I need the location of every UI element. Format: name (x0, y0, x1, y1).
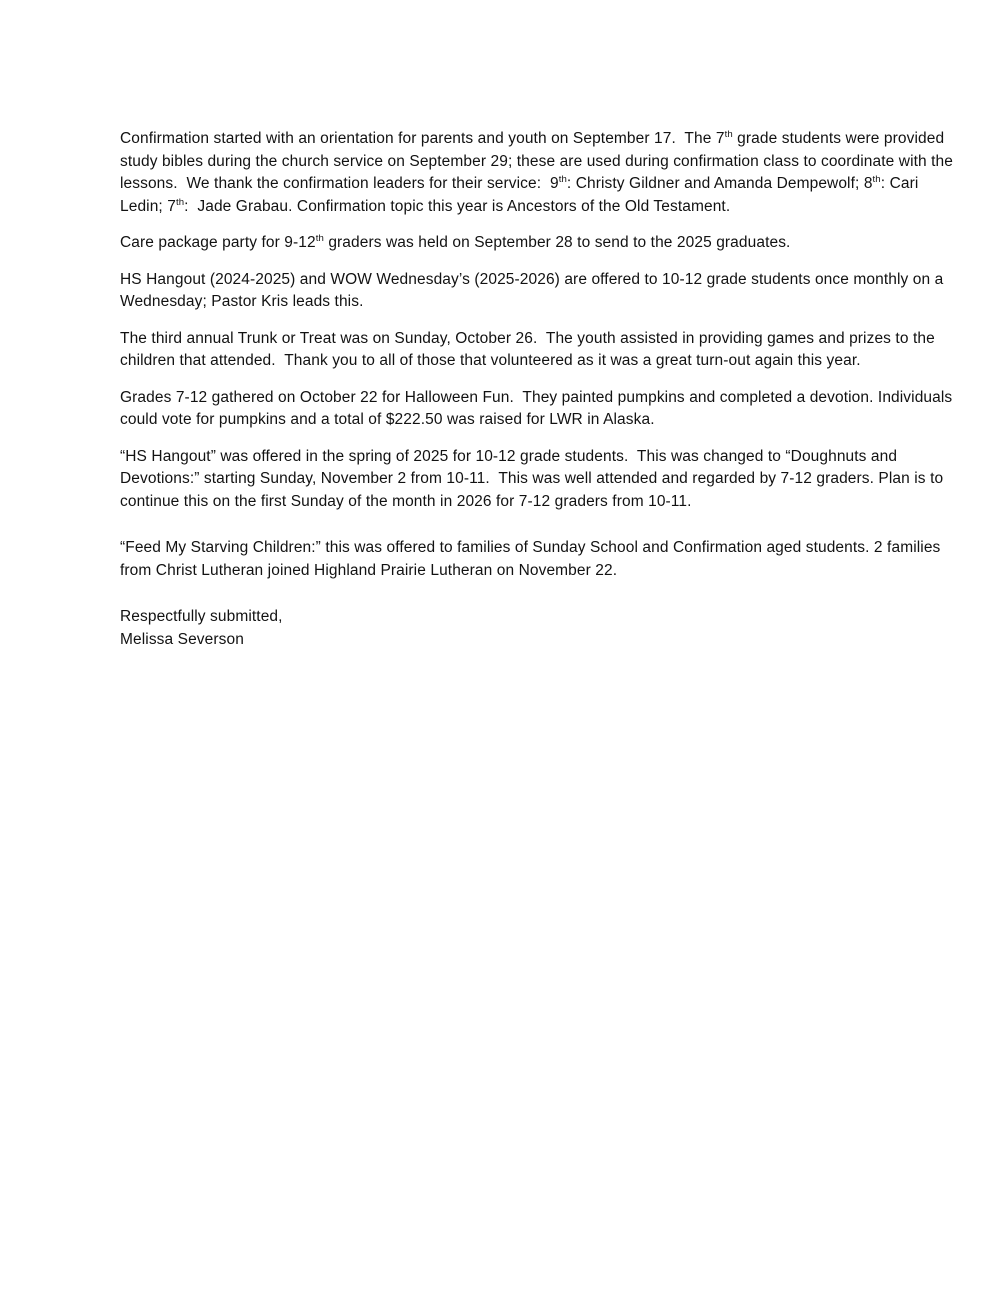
paragraph-text: graders was held on September 28 to send to the 2025 graduates. (323, 234, 791, 251)
document-body (120, 128, 965, 651)
ordinal-superscript: th (315, 232, 324, 244)
signoff-closing: Respectfully submitted, (120, 608, 283, 625)
paragraph-text: Grades 7-12 gathered on October 22 for Halloween Fun. They painted pumpkins and completed a devotion. Individuals could vote for pumpkins and a total of $222.50 was raised for LWR in Alaska. (120, 388, 957, 428)
paragraph-text: HS Hangout (2024-2025) and WOW Wednesday’s (2025-2026) are offered to 10-12 grade students once monthly on a Wednesday; Pastor Kris leads this. (120, 270, 948, 310)
paragraph (120, 446, 965, 514)
paragraph (120, 387, 965, 432)
paragraph-list (120, 128, 965, 582)
paragraph-text: : Cari Ledin; 7 (120, 175, 923, 215)
paragraph (120, 328, 965, 373)
ordinal-superscript: th (872, 173, 881, 185)
paragraph (120, 128, 965, 218)
ordinal-superscript: th (558, 173, 567, 185)
paragraph-text: : Jade Grabau. Confirmation topic this year is Ancestors of the Old Testament. (184, 197, 731, 215)
paragraph-text: : Christy Gildner and Amanda Dempewolf; 8 (566, 175, 873, 192)
paragraph-text: “HS Hangout” was offered in the spring of 2025 for 10-12 grade students. This was changed to “Doughnuts and Devotions:” starting Sunday, November 2 from 10-11. This was well attended and regarded by 7-12 graders. Plan is to continue this on the first Sunday of the month in 2026 for 7-12 graders from 10-11. (120, 447, 948, 510)
paragraph-text: The third annual Trunk or Treat was on Sunday, October 26. The youth assisted in providing games and prizes to the children that attended. Thank you to all of those that volunteered as it was a great turn-out again this year. (120, 329, 940, 369)
ordinal-superscript: th (175, 196, 185, 208)
ordinal-superscript: th (724, 128, 733, 140)
paragraph-text: Care package party for 9-12 (120, 234, 316, 251)
paragraph-text: Confirmation started with an orientation for parents and youth on September 17. The 7 (120, 130, 725, 147)
paragraph (120, 232, 965, 255)
paragraph-text: “Feed My Starving Children:” this was offered to families of Sunday School and Confirmation aged students. 2 families from Christ Lutheran joined Highland Prairie Lutheran on November 22. (120, 539, 945, 579)
paragraph-text: grade students were provided study bibles during the church service on September 29; these are used during confirmation class to coordinate with the lessons. We thank the confirmation leaders for their service: 9 (120, 130, 958, 192)
signoff-author: Melissa Severson (120, 630, 244, 648)
paragraph (120, 537, 965, 582)
paragraph (120, 269, 965, 314)
signoff (120, 606, 965, 651)
